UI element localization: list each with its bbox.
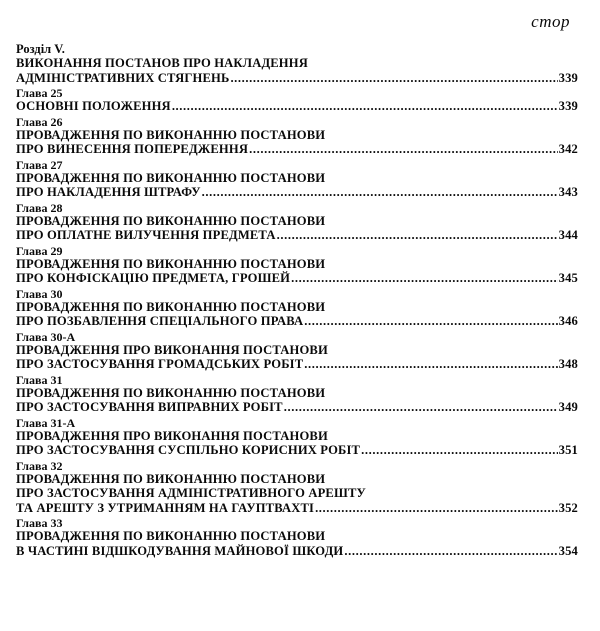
entry-title-row	[16, 228, 578, 243]
page-number: 351	[558, 443, 578, 457]
page-number: 352	[558, 500, 578, 515]
entry-title-line: ПРОВАДЖЕННЯ ПО ВИКОНАННЮ ПОСТАНОВИ	[16, 213, 326, 228]
entry-title-row	[16, 271, 578, 286]
entry-title-line: ОСНОВНІ ПОЛОЖЕННЯ	[16, 99, 171, 113]
entry-title-row	[16, 400, 578, 415]
chapter-label: Глава 29	[16, 243, 63, 258]
page-number: 343	[558, 185, 578, 199]
entry-title-line: ПРОВАДЖЕННЯ ПРО ВИКОНАННЯ ПОСТАНОВИ	[16, 342, 328, 357]
toc-entry	[16, 374, 578, 415]
entry-title-line: ПРОВАДЖЕННЯ ПО ВИКОНАННЮ ПОСТАНОВИ	[16, 385, 326, 400]
page-number: 349	[558, 400, 578, 414]
page-number: 346	[558, 314, 578, 328]
entry-title-line: ТА АРЕШТУ З УТРИМАННЯМ НА ГАУПТВАХТІ	[16, 500, 315, 515]
chapter-label: Глава 31	[16, 372, 63, 387]
chapter-label: Глава 32	[16, 458, 63, 473]
entry-title-row	[16, 501, 578, 516]
page-number: 345	[558, 271, 578, 285]
dot-leader	[284, 400, 558, 415]
entry-title-row	[16, 443, 578, 458]
dot-leader	[291, 271, 558, 286]
entry-title-line: ПРО ЗАСТОСУВАННЯ ГРОМАДСЬКИХ РОБІТ	[16, 357, 304, 371]
toc-entry	[16, 87, 578, 114]
toc-entry	[16, 159, 578, 200]
entry-title-line: ПРОВАДЖЕННЯ ПО ВИКОНАННЮ ПОСТАНОВИ	[16, 127, 326, 142]
entry-title-line: ПРО КОНФІСКАЦІЮ ПРЕДМЕТА, ГРОШЕЙ	[16, 271, 291, 285]
toc-entry	[16, 517, 578, 558]
page-column-label: стор	[531, 12, 570, 31]
section-label: Розділ V.	[16, 42, 65, 56]
dot-leader	[249, 142, 558, 157]
dot-leader	[230, 71, 557, 86]
toc-entry	[16, 56, 578, 85]
entry-title-line: ПРОВАДЖЕННЯ ПО ВИКОНАННЮ ПОСТАНОВИ	[16, 299, 326, 314]
entry-title-row	[16, 314, 578, 329]
entry-title-row	[16, 544, 578, 559]
page-number: 339	[558, 70, 578, 85]
entry-title-row	[16, 142, 578, 157]
entry-title-line: ПРО НАКЛАДЕННЯ ШТРАФУ	[16, 185, 201, 199]
toc-entry	[16, 331, 578, 372]
chapter-label: Глава 33	[16, 516, 63, 530]
table-of-contents	[16, 42, 578, 559]
toc-entry	[16, 116, 578, 157]
entry-title-line: ПРОВАДЖЕННЯ ПО ВИКОНАННЮ ПОСТАНОВИ	[16, 170, 326, 185]
dot-leader	[361, 443, 558, 458]
dot-leader	[304, 357, 557, 372]
toc-entry	[16, 245, 578, 286]
entry-title-line: В ЧАСТИНІ ВІДШКОДУВАННЯ МАЙНОВОЇ ШКОДИ	[16, 543, 344, 558]
page-number: 342	[558, 142, 578, 156]
toc-entry	[16, 417, 578, 458]
entry-title-row	[16, 357, 578, 372]
toc-entry	[16, 460, 578, 516]
entry-title-line: АДМІНІСТРАТИВНИХ СТЯГНЕНЬ	[16, 70, 230, 85]
chapter-label: Глава 31-А	[16, 415, 76, 430]
entry-title-row	[16, 71, 578, 86]
entry-title-line: ПРОВАДЖЕННЯ ПО ВИКОНАННЮ ПОСТАНОВИ	[16, 256, 326, 271]
page-number: 348	[558, 357, 578, 371]
chapter-label: Глава 26	[16, 114, 63, 129]
chapter-label: Глава 30-А	[16, 329, 76, 344]
entry-title-line: ПРОВАДЖЕННЯ ПО ВИКОНАННЮ ПОСТАНОВИ	[16, 529, 326, 543]
dot-leader	[172, 99, 558, 114]
entry-title-row	[16, 185, 578, 200]
entry-title-line: ПРО ВИНЕСЕННЯ ПОПЕРЕДЖЕННЯ	[16, 142, 249, 156]
chapter-label: Глава 25	[16, 86, 63, 100]
dot-leader	[304, 314, 557, 329]
dot-leader	[344, 544, 557, 559]
entry-title-line: ПРОВАДЖЕННЯ ПРО ВИКОНАННЯ ПОСТАНОВИ	[16, 428, 328, 443]
chapter-label: Глава 28	[16, 200, 63, 215]
page-number: 354	[558, 543, 578, 558]
entry-title-line: ПРО ОПЛАТНЕ ВИЛУЧЕННЯ ПРЕДМЕТА	[16, 228, 276, 242]
dot-leader	[277, 228, 558, 243]
entry-title-line: ПРОВАДЖЕННЯ ПО ВИКОНАННЮ ПОСТАНОВИ	[16, 471, 326, 486]
entry-title-line: ПРО ЗАСТОСУВАННЯ ВИПРАВНИХ РОБІТ	[16, 400, 283, 414]
page-number: 344	[558, 228, 578, 242]
page-number: 339	[558, 99, 578, 113]
entry-title-line: ВИКОНАННЯ ПОСТАНОВ ПРО НАКЛАДЕННЯ	[16, 56, 308, 70]
dot-leader	[315, 501, 558, 516]
dot-leader	[202, 185, 558, 200]
toc-entry	[16, 202, 578, 243]
entry-title-line: ПРО ЗАСТОСУВАННЯ АДМІНІСТРАТИВНОГО АРЕШТУ	[16, 486, 366, 500]
chapter-label: Глава 27	[16, 157, 63, 172]
toc-entry	[16, 288, 578, 329]
entry-title-line: ПРО ЗАСТОСУВАННЯ СУСПІЛЬНО КОРИСНИХ РОБІТ	[16, 443, 361, 457]
chapter-label: Глава 30	[16, 286, 63, 301]
entry-title-row	[16, 99, 578, 114]
entry-title-line: ПРО ПОЗБАВЛЕННЯ СПЕЦІАЛЬНОГО ПРАВА	[16, 314, 304, 328]
